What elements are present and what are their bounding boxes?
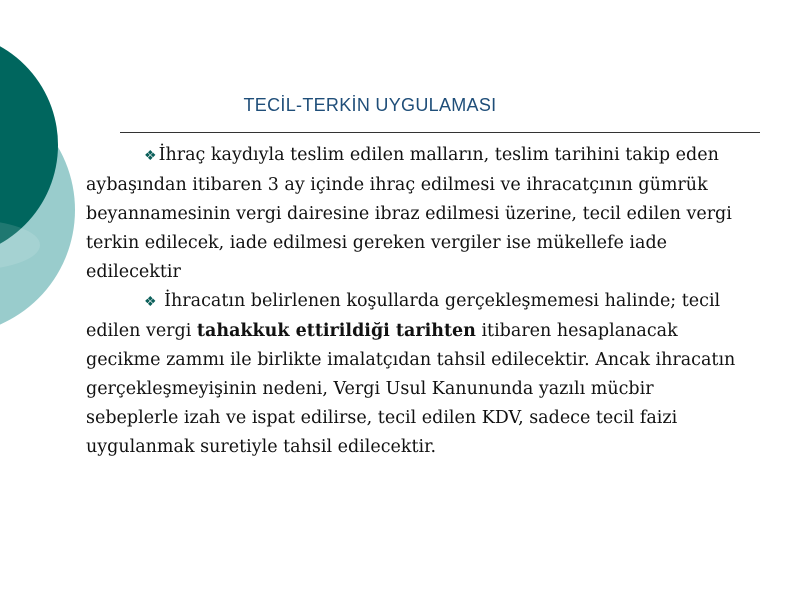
title-divider bbox=[120, 132, 760, 133]
paragraph-tahsil-text-after: itibaren hesaplanacak gecikme zammı ile birlikte imalatçıdan tahsil edilecektir. Ancak ihracatın gerçekleşmeyişinin nedeni, Vergi Usul Kanununda yazılı mücbir sebeplerle izah ve ispat edilirse, tecil edilen KDV, sadece tecil faizi uygulanmak suretiyle tahsil edilecektir. bbox=[86, 321, 736, 457]
slide-title: TECİL-TERKİN UYGULAMASI bbox=[243, 95, 497, 115]
slide-body bbox=[86, 141, 746, 462]
paragraph-tahsil-text-before: İhracatın belirlenen koşullarda gerçekleşmemesi halinde; tecil edilen vergi bbox=[86, 291, 721, 341]
paragraph-tahsil bbox=[86, 287, 746, 462]
diamond-bullet-icon: ❖ bbox=[144, 294, 157, 310]
diamond-bullet-icon: ❖ bbox=[144, 148, 157, 164]
paragraph-terkin bbox=[86, 141, 746, 287]
paragraph-terkin-text: İhraç kaydıyla teslim edilen malların, teslim tarihini takip eden aybaşından itibaren 3 ay içinde ihraç edilmesi ve ihracatçının gümrük beyannamesinin vergi dairesine ibraz edilmesi üzerine, tecil edilen vergi terkin edilecek, iade edilmesi gereken vergiler ise mükellefe iade edilecektir bbox=[86, 145, 732, 282]
paragraph-tahsil-bold-text: tahakkuk ettirildiği tarihten bbox=[196, 321, 476, 341]
